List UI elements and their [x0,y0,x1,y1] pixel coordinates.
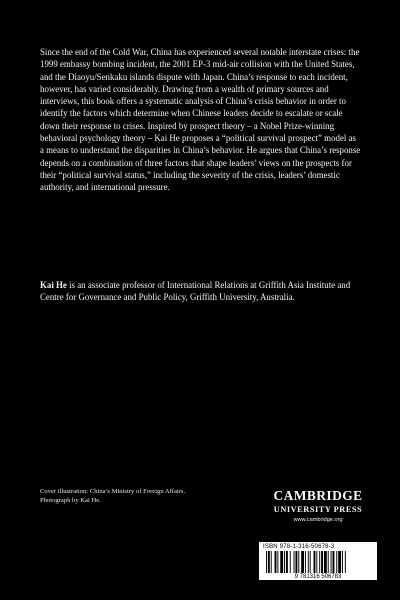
author-bio [40,279,362,304]
publisher-logo [259,485,377,540]
publisher-name: CAMBRIDGE [273,488,363,503]
publisher-url: www.cambridge.org [293,517,343,523]
cover-credit: Cover illustration: China’s Ministry of Foreign Affairs. Photograph by Kai He. [40,488,186,504]
barcode-digits: 9 781316 506783 [262,574,374,580]
publisher-subtitle: UNIVERSITY PRESS [273,505,363,514]
author-name: Kai He [40,280,67,290]
isbn-label: ISBN 978-1-316-50678-3 [263,544,335,550]
cover-blurb: Since the end of the Cold War, China has experienced several notable interstate crises: the 1999 embassy bombing incident, the 2001 EP-3 mid-air collision with the United States, and the Diaoyu/Senkaku islands dispute with Japan. China’s response to each incident, however, has varied considerably. Drawing from a wealth of primary sources and interviews, this book offers a systematic analysis of China’s crisis behavior in order to identify the factors which determine when Chinese leaders decide to escalate or scale down their response to crises. Inspired by prospect theory – a Nobel Prize-winning behavioral psychology theory – Kai He proposes a “political survival prospect” model as a means to understand the disparities in China’s behavior. He argues that China’s response depends on a combination of three factors that shape leaders’ views on the prospects for their “political survival status,” including the severity of the crisis, leaders’ domestic authority, and international pressure. [40,47,361,193]
isbn-barcode [259,542,377,580]
author-bio-text: is an associate professor of International Relations at Griffith Asia Institute and Centre for Governance and Public Policy, Griffith University, Australia. [40,280,351,303]
